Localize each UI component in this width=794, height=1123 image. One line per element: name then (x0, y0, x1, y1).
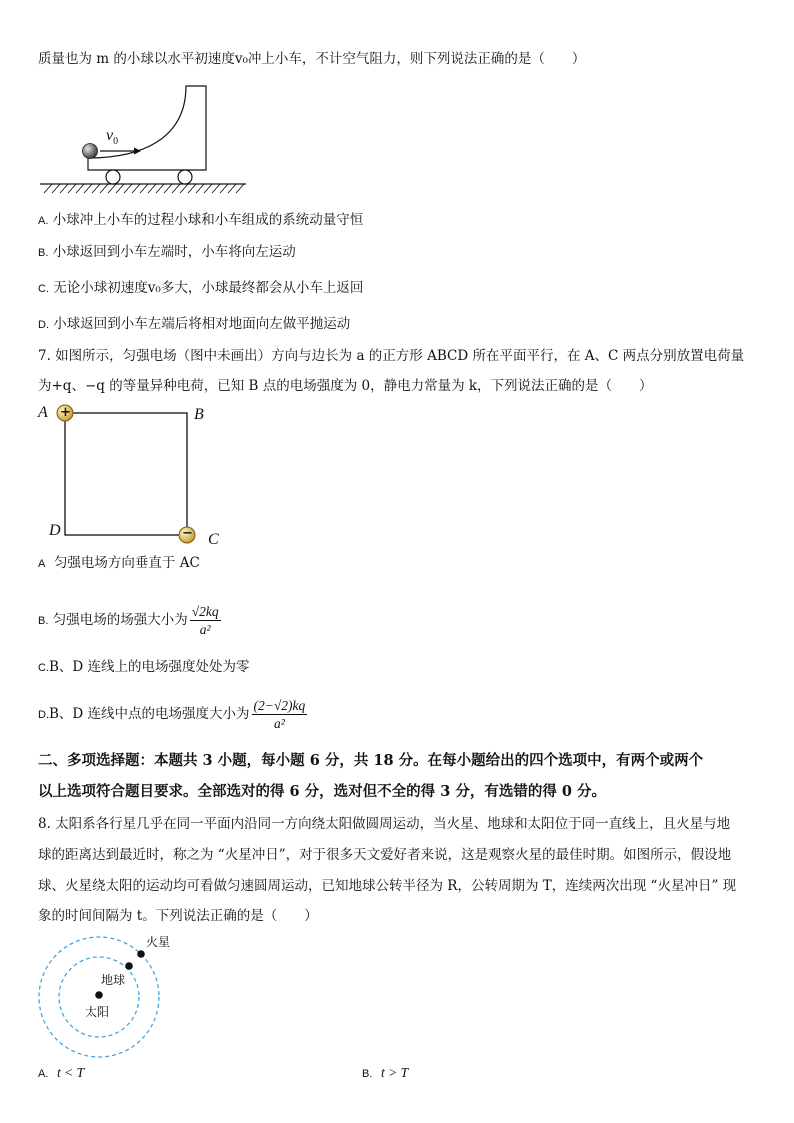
q8-option-b: B. t > T (362, 1065, 409, 1080)
vertex-d: D (49, 522, 61, 539)
vertex-b: B (194, 406, 204, 423)
q8-stem-line1: 8. 太阳系各行星几乎在同一平面内沿同一方向绕太阳做圆周运动，当火星、地球和太阳位于同一直线上，且火星与地 (38, 816, 731, 832)
earth-label: 地球 (101, 973, 126, 987)
section-heading-line1: 二、多项选择题：本题共 3 小题，每小题 6 分，共 18 分。在每小题给出的四个选项中，有两个或两个 (38, 752, 704, 769)
q6-option-c: C. 无论小球初速度v₀多大，小球最终都会从小车上返回 (38, 280, 364, 296)
mars-dot (137, 950, 145, 958)
q6-option-b: B. 小球返回到小车左端时，小车将向左运动 (38, 244, 296, 260)
plus-sign: + (60, 405, 71, 420)
q7-option-d: D.B、D 连线中点的电场强度大小为 $\frac{(2-√2)kq}{\text{a²}}$ (38, 698, 306, 731)
minus-sign: − (182, 526, 193, 541)
earth-dot (125, 962, 133, 970)
vertex-a: A (38, 404, 48, 421)
q8-stem-line3: 球、火星绕太阳的运动均可看做匀速圆周运动，已知地球公转半径为 R，公转周期为 T，连续两次出现 “火星冲日” 现 (38, 878, 737, 894)
sun-label: 太阳 (85, 1005, 110, 1019)
q8-option-a: A. t < T (38, 1065, 85, 1080)
mars-label: 火星 (146, 935, 171, 949)
q7-option-b: B. 匀强电场的场强大小为 $\frac{√2kq}{\text{a²}}$ (38, 604, 219, 637)
q7-stem-line2: 为+q、−q 的等量异种电荷，已知 B 点的电场强度为 0，静电力常量为 k，下列说法正确的是（ ） (38, 378, 653, 394)
q8-stem-line2: 球的距离达到最近时，称之为 “火星冲日”，对于很多天文爱好者来说，这是观察火星的最佳时期。如图所示，假设地 (38, 847, 732, 863)
q8-stem-line4: 象的时间间隔为 t。下列说法正确的是（ ） (38, 908, 318, 924)
q7-stem-line1: 7. 如图所示，匀强电场（图中未画出）方向与边长为 a 的正方形 ABCD 所在平面平行，在 A、C 两点分别放置电荷量 (38, 348, 745, 364)
q6-option-d: D. 小球返回到小车左端后将相对地面向左做平抛运动 (38, 316, 351, 332)
q6-option-a: A. 小球冲上小车的过程小球和小车组成的系统动量守恒 (38, 212, 364, 228)
q7-option-a: A 匀强电场方向垂直于 AC (38, 555, 200, 571)
section-heading-line2: 以上选项符合题目要求。全部选对的得 6 分，选对但不全的得 3 分，有选错的得 0 分。 (38, 783, 607, 800)
sun-dot (95, 991, 103, 999)
v0-label: $v_0$ (106, 127, 119, 148)
q6-stem: 质量也为 m 的小球以水平初速度v₀冲上小车，不计空气阻力，则下列说法正确的是（ ） (38, 51, 586, 67)
q7-option-c: C.B、D 连线上的电场强度处处为零 (38, 659, 250, 675)
vertex-c: C (208, 531, 219, 548)
